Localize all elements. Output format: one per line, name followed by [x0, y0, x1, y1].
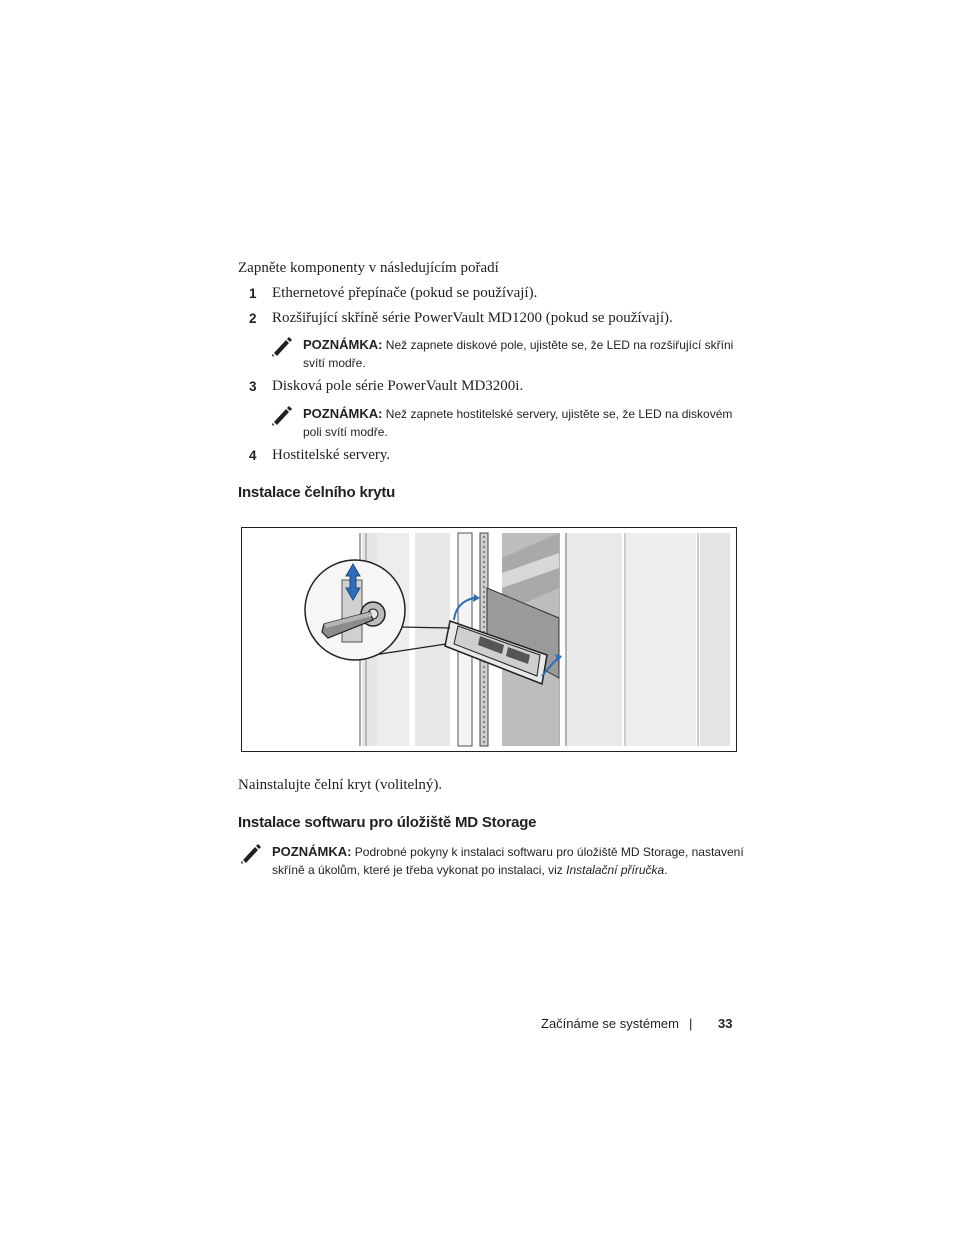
footer-section: Začínáme se systémem [541, 1016, 679, 1031]
step-number: 1 [249, 286, 257, 301]
note-line: Než zapnete hostitelské servery, ujistěte se, že LED na diskovém [385, 407, 733, 421]
pencil-note-icon [240, 843, 262, 865]
note-2 [271, 405, 293, 432]
pencil-note-icon [271, 405, 293, 427]
note-3-text [272, 843, 748, 879]
note-line: skříně a úkolům, které je třeba vykonat po instalaci, viz [272, 863, 567, 877]
bezel-caption: Nainstalujte čelní kryt (volitelný). [238, 777, 443, 793]
bezel-heading: Instalace čelního krytu [238, 484, 396, 501]
page-number: 33 [718, 1016, 733, 1031]
note-1-text [303, 336, 743, 372]
blue-arrow-head [473, 594, 480, 602]
note-line: svítí modře. [303, 356, 366, 370]
bezel-figure [241, 527, 737, 752]
note-label: POZNÁMKA: [272, 844, 352, 859]
note-line: Než zapnete diskové pole, ujistěte se, že LED na rozšiřující skříni [385, 338, 734, 352]
note-label: POZNÁMKA: [303, 337, 383, 352]
step-4-text: Hostitelské servery. [272, 447, 391, 463]
bezel-illustration [242, 528, 736, 751]
note-line: poli svítí modře. [303, 425, 388, 439]
step-1 [249, 285, 257, 303]
step-number: 3 [249, 379, 257, 394]
step-3 [249, 378, 257, 396]
step-number: 4 [249, 448, 257, 463]
step-4 [249, 447, 257, 465]
note-label: POZNÁMKA: [303, 406, 383, 421]
note-1 [271, 336, 293, 363]
note-3 [240, 843, 262, 870]
step-number: 2 [249, 311, 257, 326]
step-3-text: Disková pole série PowerVault MD3200i. [272, 378, 524, 394]
note-line: Podrobné pokyny k instalaci softwaru pro úložiště MD Storage, nastavení [354, 845, 744, 859]
rack-panel [626, 533, 696, 746]
note-2-text [303, 405, 743, 441]
rack-panel [700, 533, 730, 746]
power-on-intro: Zapněte komponenty v následujícím pořadí [238, 260, 499, 276]
step-1-text: Ethernetové přepínače (pokud se používají). [272, 285, 538, 301]
step-2 [249, 310, 257, 328]
software-heading: Instalace softwaru pro úložiště MD Storage [238, 814, 537, 831]
rack-panel [567, 533, 622, 746]
guide-title: Instalační příručka [566, 863, 665, 877]
footer-separator: | [689, 1016, 693, 1031]
step-2-text: Rozšiřující skříně série PowerVault MD1200 (pokud se používají). [272, 310, 673, 326]
rack-panel [415, 533, 450, 746]
note-line-end: . [664, 863, 668, 877]
pencil-note-icon [271, 336, 293, 358]
